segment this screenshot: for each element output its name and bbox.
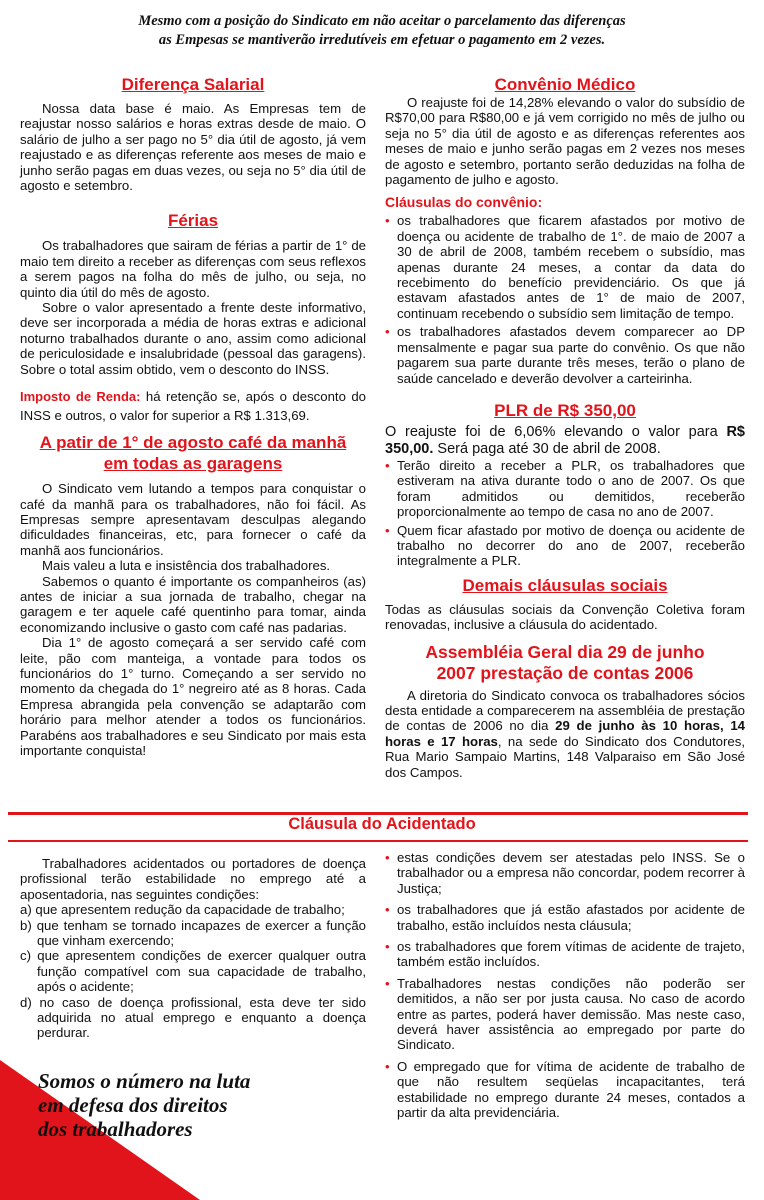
acidentado-item-c: c) que apresentem condições de exercer qualquer outra função compatível com sua capacidade de trabalho, após o acidente; <box>20 948 366 995</box>
imposto-label: Imposto de Renda: <box>20 389 141 405</box>
assembleia-text <box>385 688 745 780</box>
assembleia-title <box>385 642 745 684</box>
acidentado-item-d: d) no caso de doença profissional, esta deve ter sido adquirida no atual emprego e enquanto a doença perdurar. <box>20 994 366 1041</box>
assembleia-text-bold: 29 de junho às 10 horas, 14 horas e 17 horas <box>385 718 746 749</box>
intro-line-1: Mesmo com a posição do Sindicato em não aceitar o parcelamento das diferenças <box>138 13 626 29</box>
plr-bullet-2: • Quem ficar afastado por motivo de doença ou acidente de trabalho no decorrer do ano de 2007, receberão integralmente a PLR. <box>385 523 745 569</box>
imposto-text: há retenção se, após o desconto do INSS e outros, o valor for superior a R$ 1.313,69. <box>20 389 366 424</box>
demais-title: Demais cláusulas sociais <box>462 575 668 595</box>
acidentado-bullet-3: • os trabalhadores que forem vítimas de acidente de trajeto, também estão incluídos. <box>385 939 745 970</box>
acidentado-bullet-5: • O empregado que for vítima de acidente de trabalho de que não resultem seqüelas incapacitantes, terá estabilidade no emprego durante 24 meses, contados a partir da alta previdenciária. <box>385 1059 745 1121</box>
acidentado-right <box>385 850 745 1121</box>
ferias-title: Férias <box>167 211 219 231</box>
convenio-title: Convênio Médico <box>494 75 636 94</box>
plr-title: PLR de R$ 350,00 <box>494 400 636 420</box>
assembleia-title-line-2: 2007 prestação de contas 2006 <box>436 662 694 683</box>
cafe-p1: O Sindicato vem lutando a tempos para conquistar o café da manhã para os trabalhadores, não foi fácil. As Empresas sempre apresentavam desculpas alegando dificuldades financeiras, etc, para fornecer o café da manhã aos funcionários. <box>20 481 366 558</box>
slogan-line-3: dos trabalhadores <box>38 1117 193 1141</box>
slogan-line-2: em defesa dos direitos <box>38 1093 228 1117</box>
convenio-bullet-2: • os trabalhadores afastados devem comparecer ao DP mensalmente e pagar sua parte do convênio. Os que não pagarem sua parte durante três meses, terão o plano de saúde cancelado e deverão devolver a carteirinha. <box>385 324 745 386</box>
clausulas-convenio-title: Cláusulas do convênio: <box>385 194 543 211</box>
acidentado-bullet-4: • Trabalhadores nestas condições não poderão ser demitidos, a não ser por justa causa. No caso de acordo entre as partes, poderá haver demissão. Mas neste caso, deverá haver assistência ao empregado por parte do Sindicato. <box>385 976 745 1053</box>
cafe-p2: Mais valeu a luta e insistência dos trabalhadores. <box>42 558 331 574</box>
acidentado-item-b: b) que tenham se tornado incapazes de exercer a função que vinham exercendo; <box>20 917 366 949</box>
cafe-p4: Dia 1° de agosto começará a ser servido café com leite, pão com manteiga, a vontade para todos os funcionários do 1° turno. Começando a ser servido no momento da chegada do 1° negreiro até as 8 horas. Cada Empresa abrangida pela convenção se adaptarão com horário para melhor atender a todos os funcionários. Parabéns aos trabalhadores e seu Sindicato por mais esta importante conquista! <box>20 635 366 758</box>
acidentado-bullet-2: • os trabalhadores que já estão afastados por acidente de trabalho, estão incluídos nesta cláusula; <box>385 902 745 933</box>
acidentado-title: Cláusula do Acidentado <box>288 815 476 833</box>
salarial-title: Diferença Salarial <box>121 75 265 94</box>
acidentado-intro: Trabalhadores acidentados ou portadores de doença profissional terão estabilidade no emprego até a aposentadoria, nas seguintes condições: <box>20 856 366 902</box>
plr-bullet-1: • Terão direito a receber a PLR, os trabalhadores que estiveram na ativa durante todo o ano de 2007. Os que foram admitidos ou demitidos, receberão proporcionalmente ao tempo de casa no ano de 2007. <box>385 458 745 520</box>
acidentado-item-a: a) que apresentem redução da capacidade de trabalho; <box>20 902 345 918</box>
assembleia-text-a: A diretoria do Sindicato convoca os trabalhadores sócios desta entidade a comparecerem na assembléia de prestação de contas de 2006 no dia <box>385 687 745 734</box>
plr-lead <box>385 424 745 458</box>
left-column <box>20 74 366 758</box>
slogan <box>38 1069 250 1141</box>
assembleia-title-line-1: Assembléia Geral dia 29 de junho <box>425 641 705 662</box>
slogan-line-1: Somos o número na luta <box>38 1069 251 1093</box>
ferias-p1: Os trabalhadores que sairam de férias a partir de 1° de maio tem direito a receber as diferenças com seus reflexos a serem pagos na folha do mês de julho, ou seja, no quinto dia útil do mês de agosto. <box>20 238 366 300</box>
section-divider-bottom <box>8 840 748 842</box>
cafe-title-line-2: em todas as garagens <box>103 454 283 474</box>
right-column <box>385 74 745 780</box>
plr-lead-value: R$ 350,00. <box>385 423 745 457</box>
intro-line-2: as Empesas se mantiverão irredutíveis em efetuar o pagamento em 2 vezes. <box>158 32 606 48</box>
ferias-p2: Sobre o valor apresentado a frente deste informativo, deve ser incorporada a média de horas extras e adicional noturno trabalhados durante o ano, assim como adicional de periculosidade e insalubridade (pessoal das garagens). Sobre o total assim obtido, vem o desconto do INSS. <box>20 300 366 377</box>
plr-lead-a: O reajuste foi de 6,06% elevando o valor para <box>385 423 727 440</box>
salarial-text: Nossa data base é maio. As Empresas tem de reajustar nosso salários e horas extras desde de maio. O salário de julho a ser pago no 5° dia útil de agosto, já vem reajustado e as diferenças referente aos meses de maio e junho serão pagas em duas vezes, ou seja no 5° dia útil de agosto e setembro. <box>20 101 366 194</box>
cafe-p3: Sabemos o quanto é importante os companheiros (as) antes de iniciar a sua jornada de trabalho, chegar na garagem e ter aquele café quentinho para tomar, ainda economizando inclusive o gasto com café nas padarias. <box>20 573 366 635</box>
cafe-title <box>20 432 366 474</box>
imposto-paragraph <box>20 387 366 425</box>
demais-text: Todas as cláusulas sociais da Convenção Coletiva foram renovadas, inclusive a cláusula do acidentado. <box>385 601 745 633</box>
convenio-bullet-1: • os trabalhadores que ficarem afastados por motivo de doença ou acidente de trabalho de 1°. de maio de 2007 a 30 de abril de 2008, também recebem o subsídio, mas apenas durante 24 meses, a contar da data do recebimento do benefício previdenciário. Os que já estavam afastados antes de 1° de maio de 2007, continuam recebendo o subsídio sem limitação de tempo. <box>385 213 745 321</box>
acidentado-left <box>20 856 366 1041</box>
intro-banner <box>0 12 764 50</box>
assembleia-text-c: , na sede do Sindicato dos Condutores, Rua Mario Sampaio Martins, 148 Valparaiso em São José dos Campos. <box>385 733 745 780</box>
acidentado-bullet-1: • estas condições devem ser atestadas pelo INSS. Se o trabalhador ou a empresa não concordar, podem recorrer à Justiça; <box>385 850 745 896</box>
plr-lead-c: Será paga até 30 de abril de 2008. <box>433 440 661 457</box>
convenio-text: O reajuste foi de 14,28% elevando o valor do subsídio de R$70,00 para R$80,00 e já vem corrigido no mês de julho ou seja no 5° dia útil de agosto e as diferenças referentes aos meses de maio e junho serão pagas em 2 vezes nos meses de agosto e setembro, portanto serão deduzidas na folha de pagamento de julho e agosto. <box>385 95 745 188</box>
cafe-title-line-1: A patir de 1° de agosto café da manhã <box>39 433 347 453</box>
